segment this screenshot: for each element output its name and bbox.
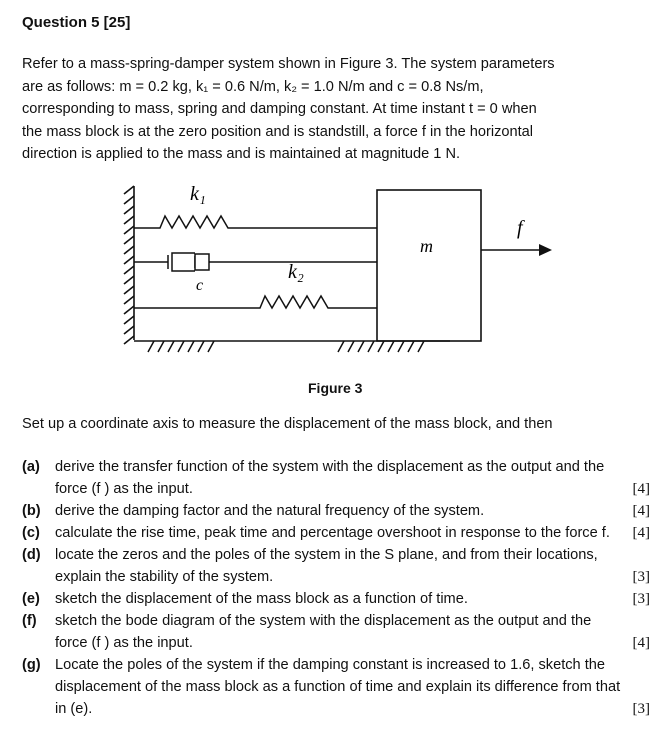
part-label: (a)	[22, 459, 40, 475]
spring-k2	[134, 296, 377, 308]
mass-spring-damper-figure	[120, 178, 560, 368]
k1-label: k₁	[190, 183, 206, 205]
spring-k1	[134, 216, 377, 228]
arrow-head-icon	[539, 244, 552, 256]
part-text: derive the damping factor and the natural frequency of the system.	[55, 503, 485, 519]
question-title: Question 5 [25]	[22, 14, 131, 31]
question-parts	[22, 456, 650, 720]
mass-block	[377, 190, 481, 341]
part-label: (b)	[22, 503, 41, 519]
part-label: (e)	[22, 591, 40, 607]
part-marks: [4]	[632, 503, 650, 519]
part-label: (c)	[22, 525, 40, 541]
part-marks: [3]	[632, 569, 650, 585]
part-e	[22, 588, 650, 610]
setup-text: Set up a coordinate axis to measure the displacement of the mass block, and then	[22, 416, 553, 432]
part-text: locate the zeros and the poles of the system in the S plane, and from their locations, explain the stability of the system.	[55, 547, 598, 585]
damper-c	[134, 253, 377, 271]
intro-line: Refer to a mass-spring-damper system shown in Figure 3. The system parameters	[22, 56, 555, 72]
wall	[124, 186, 134, 344]
part-b	[22, 500, 650, 522]
part-marks: [3]	[632, 591, 650, 607]
part-marks: [4]	[632, 481, 650, 497]
mass-label: m	[420, 236, 433, 256]
ground	[134, 341, 450, 352]
part-marks: [4]	[632, 525, 650, 541]
part-text: calculate the rise time, peak time and percentage overshoot in response to the force f.	[55, 525, 610, 541]
figure-caption: Figure 3	[308, 380, 363, 396]
part-text: derive the transfer function of the system with the displacement as the output and the force (f ) as the input.	[55, 459, 605, 497]
f-label: f	[517, 217, 523, 239]
part-text: sketch the bode diagram of the system with the displacement as the output and the force (f ) as the input.	[55, 613, 592, 651]
part-label: (g)	[22, 657, 41, 673]
intro-paragraph	[22, 53, 652, 166]
k2-label: k₂	[288, 261, 304, 283]
part-a	[22, 456, 650, 500]
part-marks: [3]	[632, 701, 650, 717]
part-label: (f)	[22, 613, 37, 629]
intro-line: the mass block is at the zero position and is standstill, a force f in the horizontal	[22, 123, 534, 140]
intro-line: direction is applied to the mass and is maintained at magnitude 1 N.	[22, 146, 461, 162]
part-label: (d)	[22, 547, 41, 563]
part-c	[22, 522, 650, 544]
intro-line: corresponding to mass, spring and damping constant. At time instant t = 0 when	[22, 101, 537, 117]
part-g	[22, 654, 650, 720]
intro-line: are as follows: m = 0.2 kg, k₁ = 0.6 N/m, k₂ = 1.0 N/m and c = 0.8 Ns/m,	[22, 78, 484, 95]
part-f	[22, 610, 650, 654]
part-text: Locate the poles of the system if the damping constant is increased to 1.6, sketch the displacement of the mass block as a function of time and explain its difference from that in (e).	[55, 657, 621, 717]
part-d	[22, 544, 650, 588]
c-label: c	[196, 277, 204, 294]
part-marks: [4]	[632, 635, 650, 651]
part-text: sketch the displacement of the mass block as a function of time.	[55, 591, 468, 607]
